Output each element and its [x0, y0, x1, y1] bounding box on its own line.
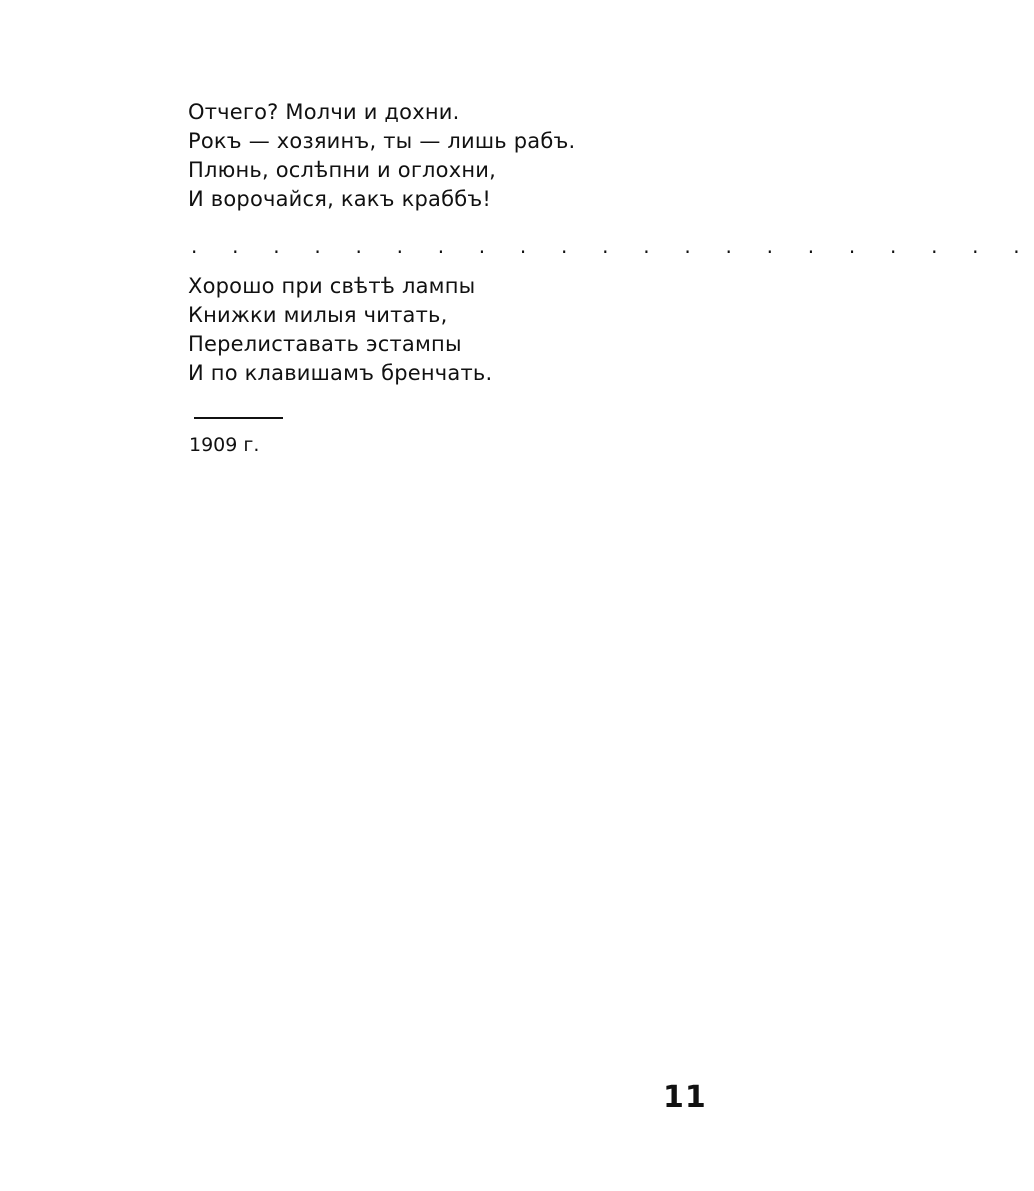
date-divider — [194, 417, 283, 419]
verse-line: Плюнь, ослѣпни и оглохни, — [188, 158, 497, 182]
stanza-1 — [188, 98, 575, 214]
poem-date: 1909 г. — [189, 434, 260, 456]
stanza-separator: . . . . . . . . . . . . . . . . . . . . . — [191, 234, 1034, 258]
page-number: 11 — [663, 1080, 707, 1115]
stanza-2 — [188, 272, 492, 388]
verse-line: Книжки милыя читать, — [188, 303, 448, 327]
verse-line: Рокъ — хозяинъ, ты — лишь рабъ. — [188, 129, 576, 153]
verse-line: Перелиставать эстампы — [188, 332, 462, 356]
verse-line: Отчего? Молчи и дохни. — [188, 100, 460, 124]
verse-line: И ворочайся, какъ краббъ! — [188, 187, 492, 211]
verse-line: Хорошо при свѣтѣ лампы — [188, 274, 476, 298]
verse-line: И по клавишамъ бренчать. — [188, 361, 493, 385]
